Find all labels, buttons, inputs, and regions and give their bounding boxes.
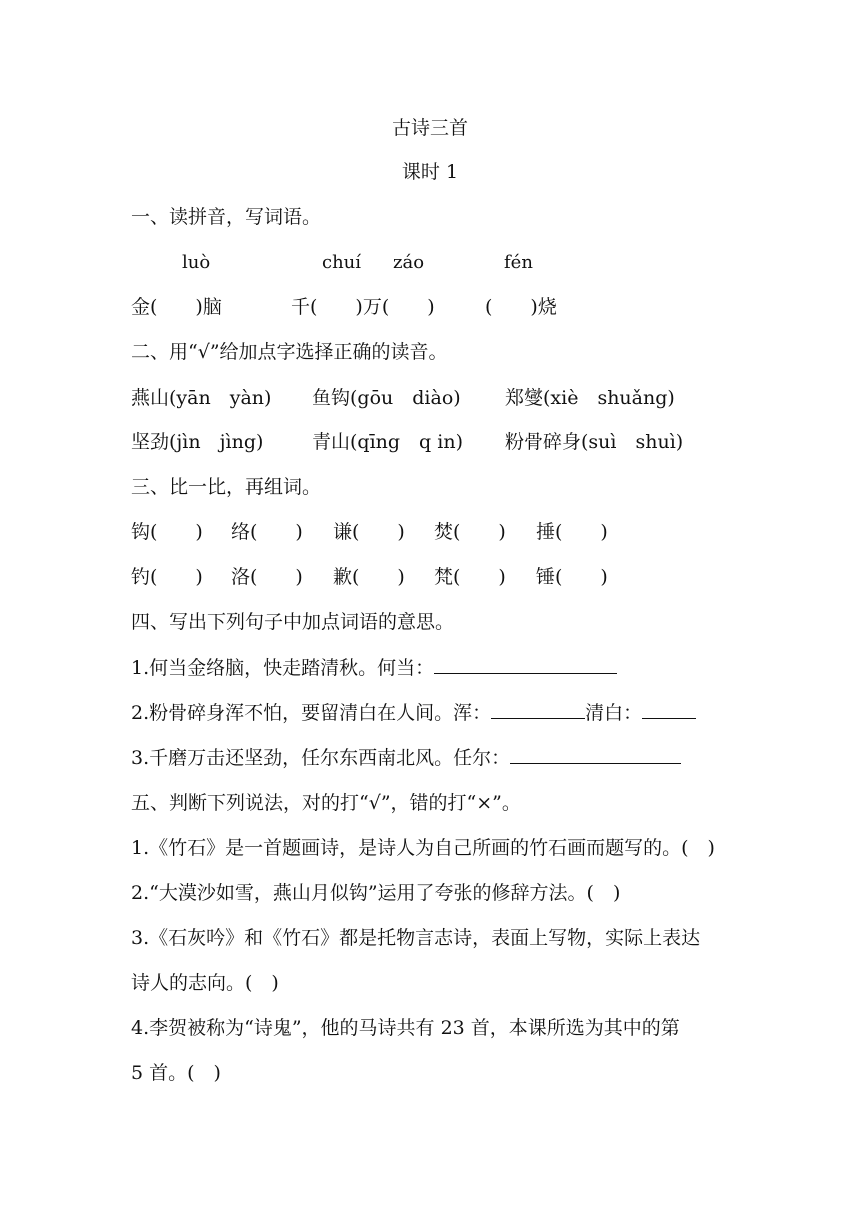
question-text: 2.粉骨碎身浑不怕，要留清白在人间。浑： [131,702,492,724]
word-blank-3: ( )烧 [485,296,557,318]
compare-item: 钓( ) [131,566,203,588]
reading-item: 坚劲(jìn jìng) [131,431,264,453]
compare-item: 谦( ) [333,521,405,543]
answer-blank[interactable] [510,745,681,764]
compare-item: 歉( ) [333,566,405,588]
answer-blank[interactable] [642,700,696,719]
judge-question-4-cont: 5 首。( ) [131,1062,221,1084]
judge-question-3: 3.《石灰吟》和《竹石》都是托物言志诗，表面上写物，实际上表达 [131,927,701,949]
compare-item: 络( ) [231,521,303,543]
pinyin-4: fén [504,252,533,273]
judge-question-2: 2.“大漠沙如雪，燕山月似钩”运用了夸张的修辞方法。( ) [131,882,621,904]
compare-item: 锤( ) [536,566,608,588]
reading-item: 郑燮(xiè shuǎng) [505,387,675,409]
word-blank-2: 千( )万( ) [291,296,435,318]
section2-heading: 二、用“√”给加点字选择正确的读音。 [131,341,448,363]
reading-item: 青山(qīng q in) [312,431,463,453]
section3-heading: 三、比一比，再组词。 [131,476,322,498]
reading-item: 鱼钩(gōu diào) [312,387,461,409]
section1-heading: 一、读拼音，写词语。 [131,206,322,228]
meaning-question-2 [131,700,696,726]
judge-question-3-cont: 诗人的志向。( ) [131,972,279,994]
pinyin-3: záo [393,252,425,273]
judge-question-1: 1.《竹石》是一首题画诗，是诗人为自己所画的竹石画而题写的。( ) [131,837,715,859]
word-blank-1: 金( )脑 [131,296,222,318]
pinyin-1: luò [182,252,211,273]
section4-heading: 四、写出下列句子中加点词语的意思。 [131,611,455,633]
meaning-question-3 [131,745,681,771]
page-title: 古诗三首 [391,117,468,139]
page-subtitle: 课时 1 [401,161,459,183]
compare-item: 捶( ) [536,521,608,543]
question-text: 清白： [585,702,643,724]
judge-question-4: 4.李贺被称为“诗鬼”，他的马诗共有 23 首，本课所选为其中的第 [131,1017,680,1039]
pinyin-2: chuí [322,252,362,273]
reading-item: 燕山(yān yàn) [131,387,272,409]
answer-blank[interactable] [491,700,585,719]
section5-heading: 五、判断下列说法，对的打“√”，错的打“×”。 [131,792,521,814]
compare-item: 钩( ) [131,521,203,543]
question-text: 1.何当金络脑，快走踏清秋。何当： [131,657,435,679]
question-text: 3.千磨万击还坚劲，任尔东西南北风。任尔： [131,747,511,769]
reading-item: 粉骨碎身(suì shuì) [505,431,684,453]
answer-blank[interactable] [434,655,617,674]
compare-item: 焚( ) [434,521,506,543]
compare-item: 梵( ) [434,566,506,588]
compare-item: 洛( ) [231,566,303,588]
meaning-question-1 [131,655,617,681]
